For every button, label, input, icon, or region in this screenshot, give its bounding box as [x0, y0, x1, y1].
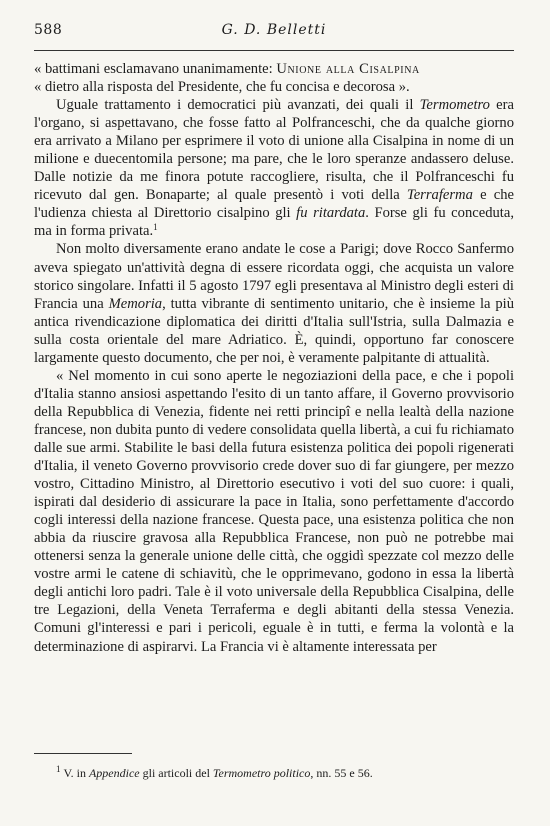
p3-text-a: Non molto diversamente erano andate le cose a Parigi; dove Rocco Sanfermo aveva spiegato un'attività degna di essere ricordata oggi, che acquista un valore storico singolare. Infatti il 5 agosto 1797 egli presentava al Ministro degli esteri di Francia una: [34, 241, 514, 312]
header-rule: [34, 50, 514, 51]
p3-italic-memoria: Memoria: [108, 295, 163, 312]
p1-text-a: « battimani esclamavano unanimamente:: [34, 61, 277, 77]
page-number: 588: [34, 22, 63, 38]
body-text: [34, 60, 514, 656]
p2-text-g: . Forse gli fu conceduta, ma in forma privata.: [34, 205, 514, 240]
page-header: [34, 22, 514, 44]
footnote-text-e: , nn. 55 e 56.: [310, 766, 373, 780]
p2-text-c: era l'organo, si aspettavano, che fosse fatto al Polfranceschi, che da qualche giorno era arrivato a Milano per esprimere il voto di unione alla Cisalpina in nome di un milione e duecentomila persone; ma pare, che le loro speranze andassero deluse. Dalle notizie da me finora potute raccogliere, risulta, che il Polfranceschi fu ricevuto dal gen. Bonaparte; al quale presentò i voti della: [34, 97, 514, 204]
p1-text-e: , che fu concisa e decorosa ».: [238, 79, 410, 96]
footnote-italic-appendice: Appendice: [88, 766, 140, 780]
running-head: G. D. Belletti: [221, 22, 327, 38]
footnote-rule: [34, 753, 132, 754]
p1-text-c: « dietro alla risposta del: [34, 79, 178, 96]
footnote: [56, 766, 514, 781]
p2-text-e: e che l'udienza chiesta al Direttorio cisalpino gli: [34, 187, 514, 222]
footnote-text-c: gli articoli del: [139, 766, 213, 780]
p1-smallcaps: Unione alla Cisalpina: [276, 61, 420, 77]
p1-text-d: Presidente: [177, 79, 239, 96]
paragraph-4: « Nel momento in cui sono aperte le negoziazioni della pace, e che i popoli d'Italia stanno ansiosi aspettando l'esito di un tanto affare, il Governo provvisorio della Repubblica di Venezia, fidente nei retti principî e nella lealtà della nazione francese, non dubita punto di vedere consolidata quella libertà, a cui fu richiamato dalle sue armi. Stabilite le basi della futura esistenza politica dei popoli rigenerati d'Italia, il veneto Governo provvisorio crede dover suo di far giungere, per mezzo vostro, Cittadino Ministro, al Direttorio esecutivo i voti del suo cuore: i quali, ispirati dal desiderio di assicurare la pace in Italia, sono perfettamente d'accordo cogli interessi della nazione francese. Questa pace, una esistenza politica che non abbia da riuscire gravosa alla Repubblica Francese, non può ne potrebbe mai ottenersi senza la generale unione delle città, che oggidì spezzate col mezzo delle vostre armi le catene di schiavitù, che le opprimevano, godono in essa la libertà degli antichi loro padri. Tale è il voto universale della Repubblica Cisalpina, delle tre Legazioni, della Veneta Terraferma e degli abitanti della stessa Venezia. Comuni gl'interessi e pari i pericoli, eguale è in tutti, e ferma la volontà e la determinazione di aspirarvi. La Francia vi è altamente interessata per: [34, 367, 514, 655]
paragraph-1: [34, 60, 514, 96]
paragraph-3: [34, 240, 514, 366]
footnote-mark: 1: [56, 764, 61, 774]
p2-text-a: Uguale trattamento i democratici più avanzati, dei quali il: [56, 97, 420, 114]
footnote-reference: 1: [153, 221, 158, 232]
p2-italic-termometro: Termometro: [419, 97, 490, 114]
footnote-text-a: V. in: [63, 766, 89, 780]
footnote-italic-termometro: Termometro politico: [212, 766, 311, 780]
p2-italic-terraferma: Terraferma: [406, 187, 473, 204]
p3-text-c: , tutta vibrante di sentimento unitario, che è insieme la più antica rivendicazione diplomatica dei diritti d'Italia sull'Istria, sulla Dalmazia e sulla costa orientale del mare Adriatico. È, quindi, opportuno far conoscere largamente questo documento, che per noi, è veramente palpitante di attualità.: [34, 295, 514, 366]
paragraph-2: [34, 96, 514, 240]
p2-italic-ritardata: fu ritardata: [296, 205, 366, 222]
